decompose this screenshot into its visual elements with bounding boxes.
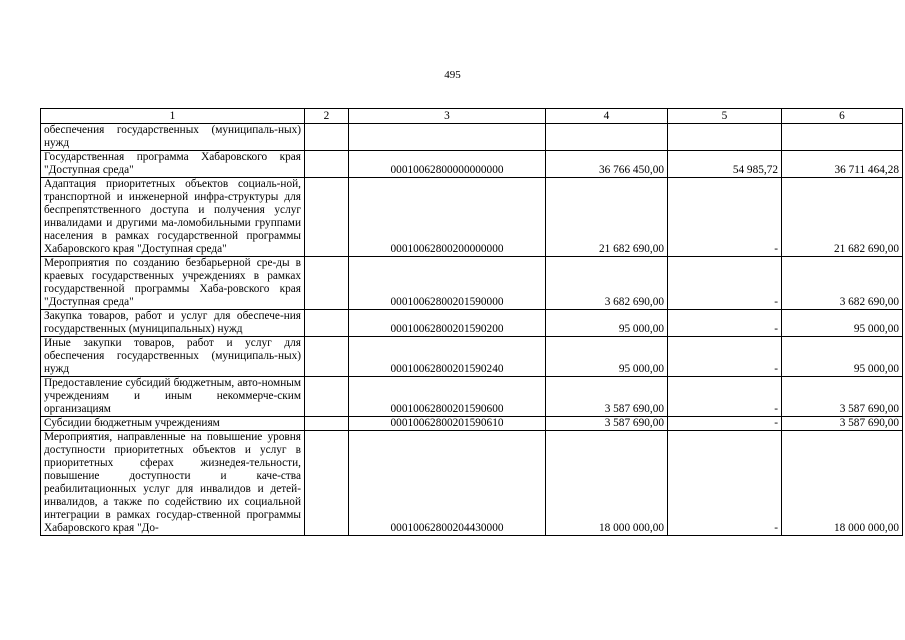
row-value-5: - [668,257,782,310]
table-row [41,310,903,337]
table-row [41,178,903,257]
row-value-6: 21 682 690,00 [782,178,903,257]
row-value-6: 36 711 464,28 [782,151,903,178]
row-value-5: 54 985,72 [668,151,782,178]
table-row [41,257,903,310]
row-value-4: 3 682 690,00 [546,257,668,310]
row-col2 [305,178,349,257]
row-value-6: 3 682 690,00 [782,257,903,310]
row-value-6: 18 000 000,00 [782,431,903,536]
row-value-4: 95 000,00 [546,310,668,337]
table-row [41,151,903,178]
row-value-6: 95 000,00 [782,310,903,337]
row-value-4: 3 587 690,00 [546,417,668,431]
row-value-5: - [668,337,782,377]
table-row [41,124,903,151]
row-code [349,124,546,151]
row-code: 00010062800000000000 [349,151,546,178]
row-value-5: - [668,178,782,257]
row-value-5 [668,124,782,151]
table-row [41,417,903,431]
row-col2 [305,257,349,310]
row-code: 00010062800201590000 [349,257,546,310]
row-code: 00010062800204430000 [349,431,546,536]
row-name: Предоставление субсидий бюджетным, авто-номным учреждениям и иным некоммерче-ским организациям [41,377,305,417]
row-code: 00010062800200000000 [349,178,546,257]
row-name: Иные закупки товаров, работ и услуг для обеспечения государственных (муниципаль-ных) нужд [41,337,305,377]
row-name: Мероприятия по созданию безбарьерной сре-ды в краевых государственных учреждениях в рамках государственной программы Хаба-ровского края "Доступная среда" [41,257,305,310]
row-value-6: 3 587 690,00 [782,417,903,431]
row-value-6 [782,124,903,151]
row-value-4: 21 682 690,00 [546,178,668,257]
row-col2 [305,431,349,536]
table-row [41,431,903,536]
row-value-6: 95 000,00 [782,337,903,377]
row-col2 [305,310,349,337]
row-value-5: - [668,417,782,431]
row-value-4: 95 000,00 [546,337,668,377]
column-header-2: 2 [305,109,349,124]
row-value-4 [546,124,668,151]
row-code: 00010062800201590200 [349,310,546,337]
row-col2 [305,377,349,417]
row-col2 [305,124,349,151]
row-value-4: 36 766 450,00 [546,151,668,178]
row-col2 [305,417,349,431]
budget-table [40,108,903,536]
row-col2 [305,337,349,377]
page-number: 495 [444,69,461,81]
row-col2 [305,151,349,178]
column-header-5: 5 [668,109,782,124]
row-value-5: - [668,377,782,417]
row-value-5: - [668,431,782,536]
row-value-4: 18 000 000,00 [546,431,668,536]
row-value-5: - [668,310,782,337]
row-value-4: 3 587 690,00 [546,377,668,417]
table-row [41,377,903,417]
row-code: 00010062800201590600 [349,377,546,417]
row-name: обеспечения государственных (муниципаль-ных) нужд [41,124,305,151]
table-row [41,337,903,377]
row-name: Субсидии бюджетным учреждениям [41,417,305,431]
row-name: Мероприятия, направленные на повышение уровня доступности приоритетных объектов и услуг в приоритетных сферах жизнедея-тельности, повышение доступности и каче-ства реабилитационных услуг для инвалидов и детей-инвалидов, а также по содействию их социальной интеграции в рамках государ-ственной программы Хабаровского края "До- [41,431,305,536]
row-name: Закупка товаров, работ и услуг для обеспече-ния государственных (муниципальных) нужд [41,310,305,337]
row-code: 00010062800201590240 [349,337,546,377]
column-header-1: 1 [41,109,305,124]
table-header-row [41,109,903,124]
column-header-6: 6 [782,109,903,124]
column-header-3: 3 [349,109,546,124]
row-name: Адаптация приоритетных объектов социаль-ной, транспортной и инженерной инфра-структуры для беспрепятственного доступа и получения услуг инвалидами и другими ма-ломобильными группами населения в рамках государственной программы Хабаровского края "Доступная среда" [41,178,305,257]
row-code: 00010062800201590610 [349,417,546,431]
row-value-6: 3 587 690,00 [782,377,903,417]
column-header-4: 4 [546,109,668,124]
row-name: Государственная программа Хабаровского края "Доступная среда" [41,151,305,178]
